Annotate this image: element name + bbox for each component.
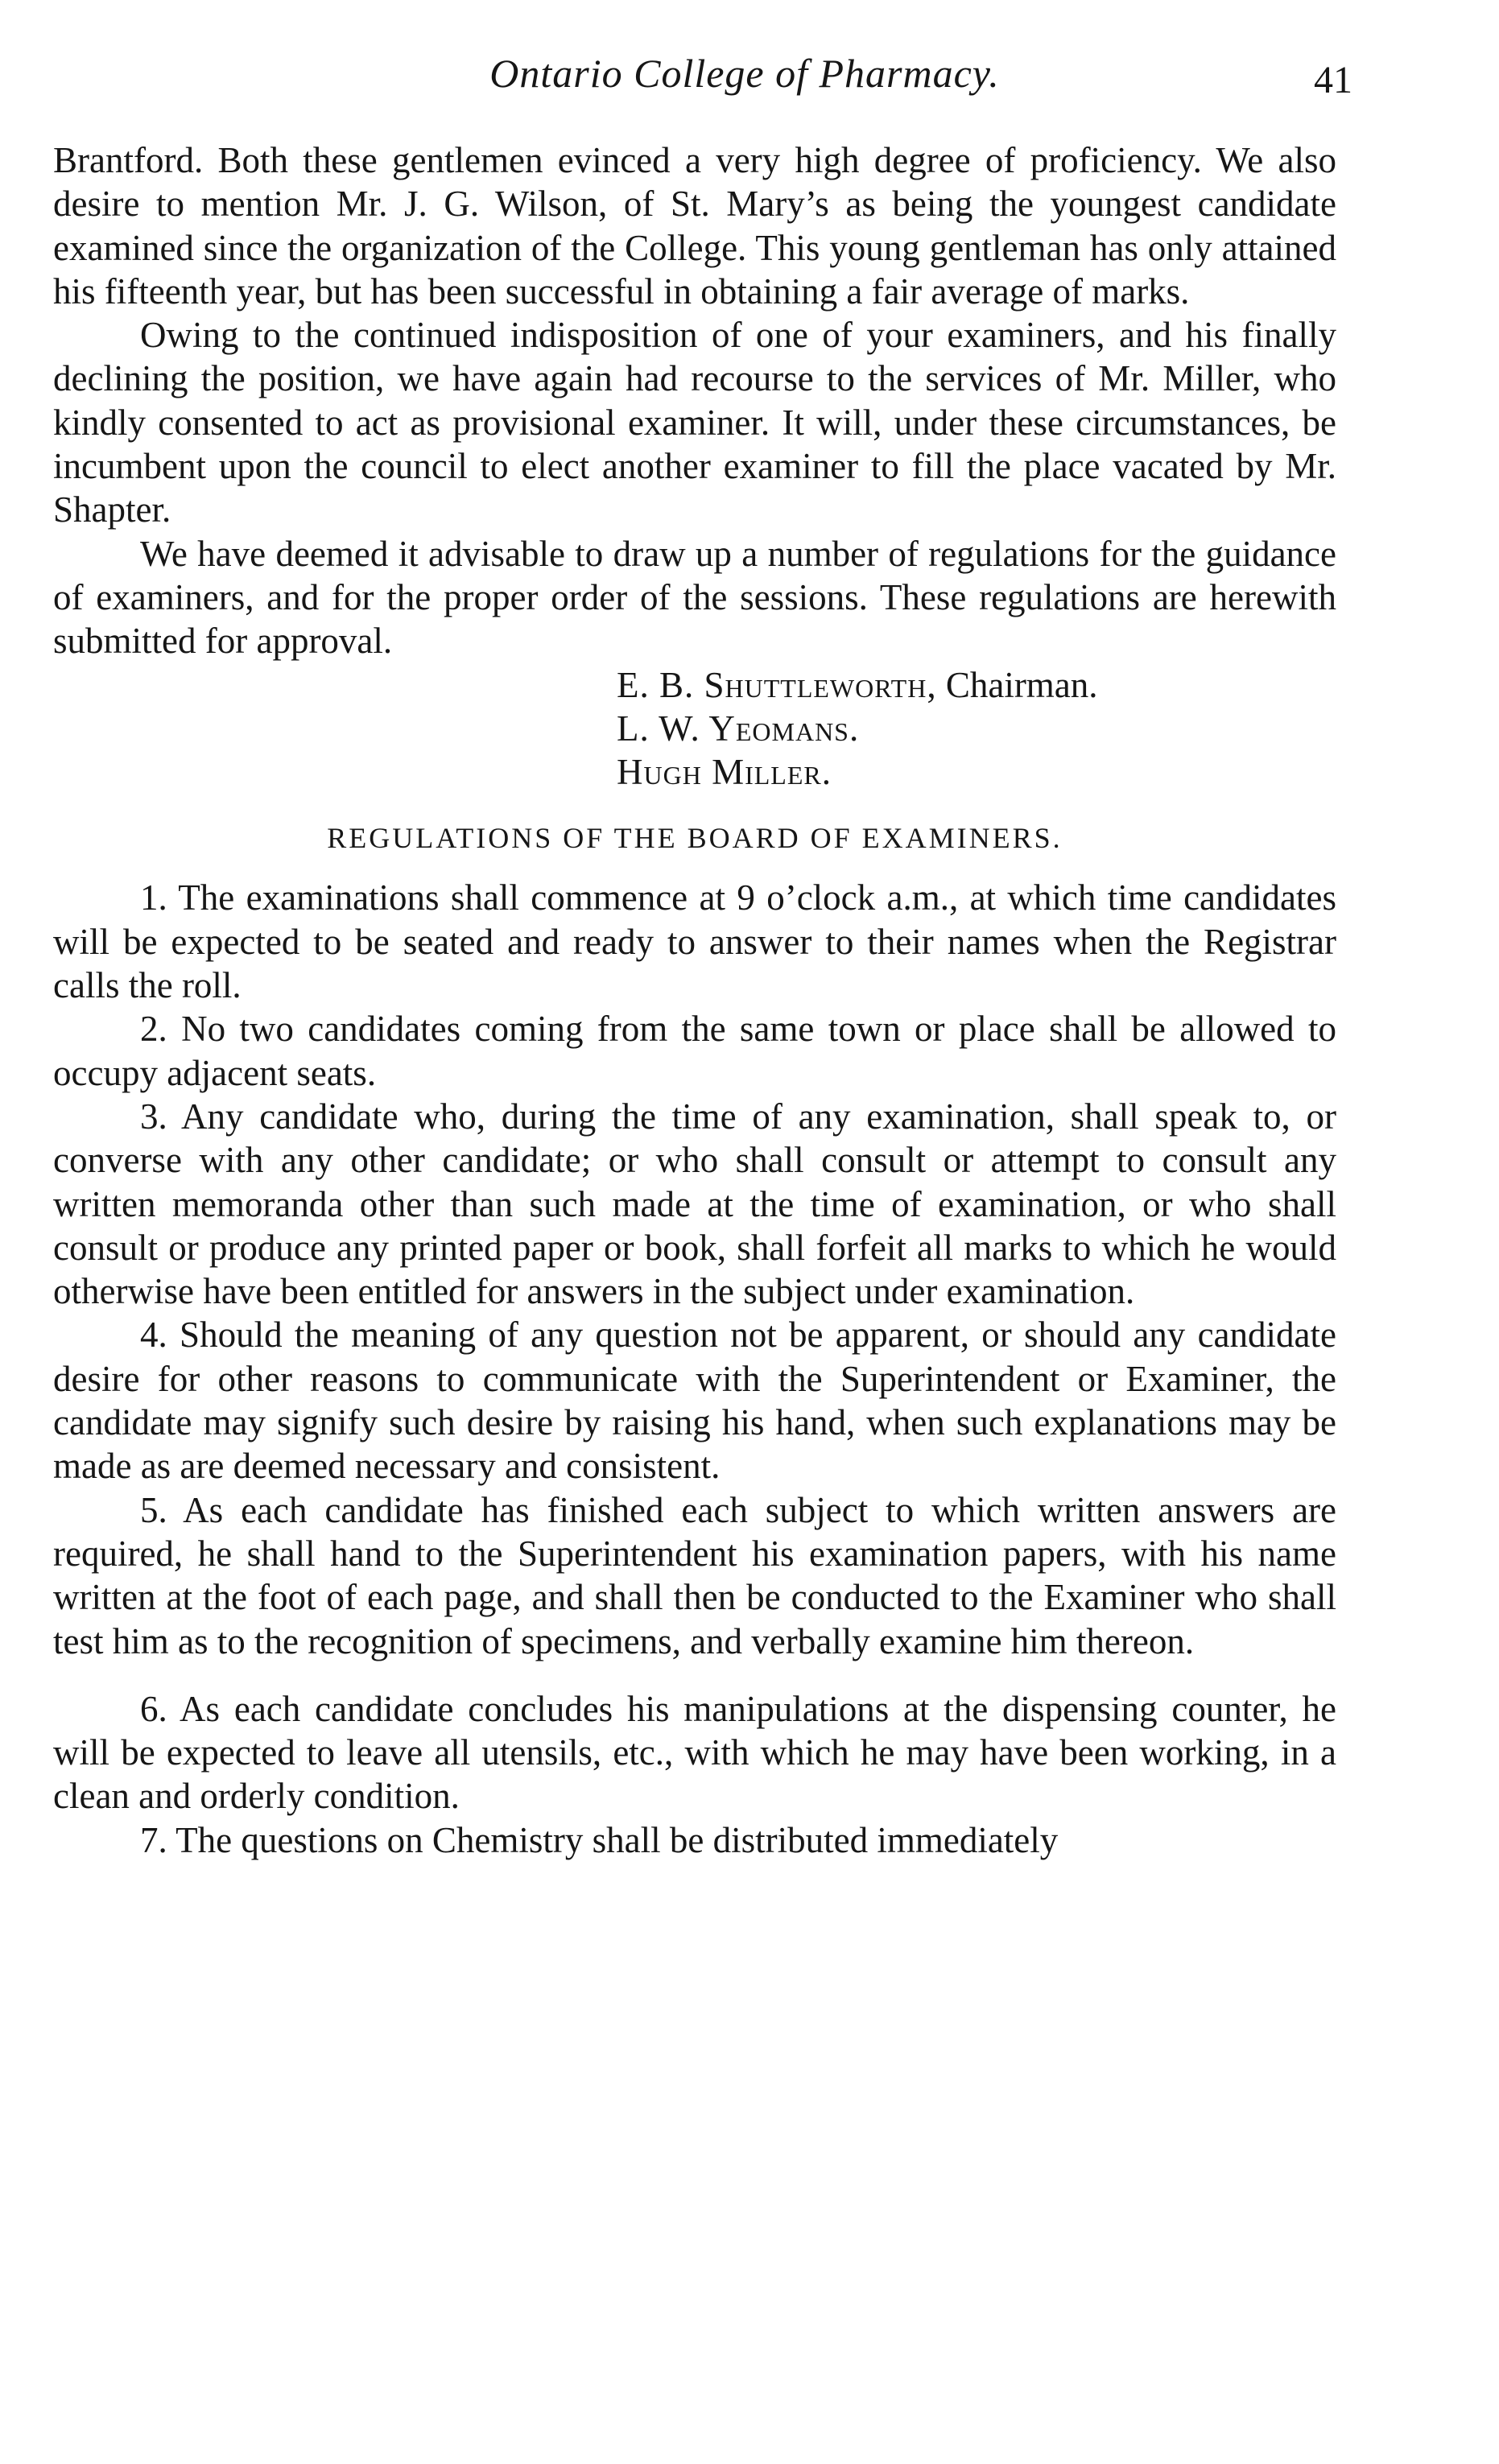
running-title: Ontario College of Pharmacy. [489,51,1000,96]
regulation-item: 1. The examinations shall commence at 9 o’clock a.m., at which time candidates will be expected to be seated and ready to answer to their names when the Registrar calls the roll. [53,877,1336,1006]
paragraph-gap [53,1663,1336,1687]
signature-line [617,663,1336,707]
regulation-item: 3. Any candidate who, during the time of any examination, shall speak to, or converse with any other candidate; or who shall consult or attempt to consult any written memoranda other than such made at the time of examination, or who shall consult or produce any printed paper or book, shall forfeit all marks to which he would otherwise have been entitled for answers in the subject under examination. [53,1096,1336,1312]
report-paragraph: We have deemed it advisable to draw up a number of regulations for the guidance of examiners, and for the proper order of the sessions. These regulations are herewith submitted for approval. [53,533,1336,662]
report-paragraph: Owing to the continued indisposition of one of your examiners, and his finally declining the position, we have again had recourse to the services of Mr. Miller, who kindly consented to act as provisional examiner. It will, under these circumstances, be incumbent upon the council to elect another examiner to fill the place vacated by Mr. Shapter. [53,315,1336,530]
signature-line [617,750,1336,794]
signatory-role: Chairman. [936,664,1098,705]
running-head [137,50,1352,106]
regulation-item: 7. The questions on Chemistry shall be distributed immediately [140,1819,1059,1860]
regulations-heading: REGULATIONS OF THE BOARD OF EXAMINERS. [327,822,1063,855]
signatory-name: L. W. Yeomans. [617,708,860,749]
signatory-name: Hugh Miller. [617,752,832,793]
regulation-item: 4. Should the meaning of any question not be apparent, or should any candidate desire for other reasons to communicate with the Superintendent or Examiner, the candidate may signify such desire by raising his hand, when such explanations may be made as are deemed necessary and consistent. [53,1315,1336,1487]
page-body [53,138,1336,1862]
signature-block [617,663,1336,795]
page-number: 41 [1314,59,1352,101]
regulation-item: 6. As each candidate concludes his manipulations at the dispensing counter, he will be expected to leave all utensils, etc., with which he may have been working, in a clean and orderly condition. [53,1688,1336,1817]
regulation-item: 5. As each candidate has finished each subject to which written answers are required, he shall hand to the Superintendent his examination papers, with his name written at the foot of each page, and shall then be conducted to the Examiner who shall test him as to the recognition of specimens, and verbally examine him thereon. [53,1489,1336,1661]
report-paragraph: Brantford. Both these gentlemen evinced a very high degree of proficiency. We also desire to mention Mr. J. G. Wilson, of St. Mary’s as being the youngest candidate examined since the organization of the College. This young gentleman has only attained his fifteenth year, but has been successful in obtaining a fair average of marks. [53,140,1336,312]
signatory-name: E. B. Shuttleworth, [617,664,937,705]
signature-line [617,707,1336,750]
regulation-item: 2. No two candidates coming from the same town or place shall be allowed to occupy adjacent seats. [53,1009,1336,1093]
